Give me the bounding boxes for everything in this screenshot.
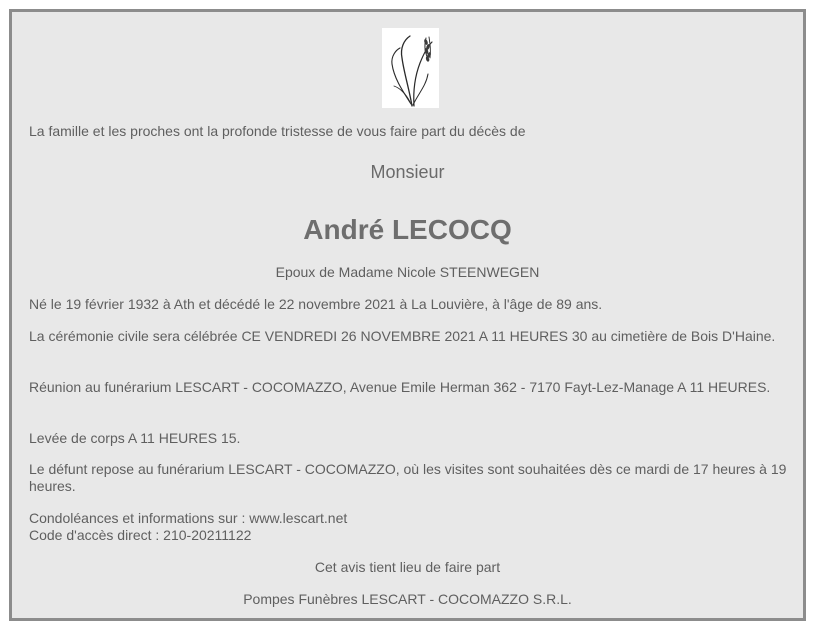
birth-death-text: Né le 19 février 1932 à Ath et décédé le 22 novembre 2021 à La Louvière, à l'âge de 89 ans. <box>29 296 603 312</box>
deceased-name: André LECOCQ <box>303 214 512 245</box>
levee-text: Levée de corps A 11 HEURES 15. <box>29 430 241 446</box>
ceremony-text: La cérémonie civile sera célébrée CE VENDREDI 26 NOVEMBRE 2021 A 11 HEURES 30 au cimetière de Bois D'Haine. <box>29 328 776 344</box>
wheat-stalk-icon <box>382 28 439 108</box>
meeting-text: Réunion au funérarium LESCART - COCOMAZZO, Avenue Emile Herman 362 - 7170 Fayt-Lez-Manage A 11 HEURES. <box>29 379 771 395</box>
intro-text: La famille et les proches ont la profonde tristesse de vous faire part du décès de <box>29 123 526 139</box>
spouse-text: Epoux de Madame Nicole STEENWEGEN <box>275 264 540 280</box>
faire-part-text: Cet avis tient lieu de faire part <box>314 559 501 575</box>
access-code-text: Code d'accès direct : 210-20211122 <box>29 527 252 543</box>
obituary-notice <box>9 9 806 621</box>
condolences-text: Condoléances et informations sur : www.lescart.net <box>29 510 348 526</box>
repose-text: Le défunt repose au funérarium LESCART - COCOMAZZO, où les visites sont souhaitées dès ce mardi de 17 heures à 19 heures. <box>29 461 787 494</box>
funeral-home-text: Pompes Funèbres LESCART - COCOMAZZO S.R.L. <box>243 591 572 607</box>
honorific-title: Monsieur <box>370 162 445 182</box>
